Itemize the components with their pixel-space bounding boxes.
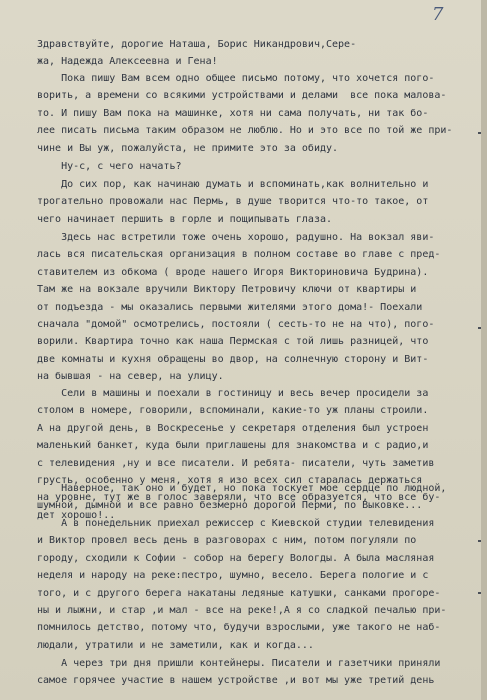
paragraph-6: Наверное, так оно и будет, но пока тоскует мое сердце по людной, шумной, дымной и все равно безмерно дорогой Перми, по Выковке... [37,483,447,512]
paragraph-3: До сих пор, как начинаю думать и вспоминать,как волнительно и трогательно провожали нас Пермь, в душе творится что-то такое, от чего начинает першить в горле и пощипывать глаза. [37,179,429,225]
paragraph-4: Здесь нас встретили тоже очень хорошо, радушно. На вокзал яви- лась вся писательская организация в полном составе во главе с пред- ставителем из обкома ( вроде нашего Игоря Викториновича Будрина). Там же на вокзале вручили Виктору Петровичу ключи от квартиры и от подъезда - мы оказались первыми жителями этого дома!- Поехали сначала "домой" осмотрелись, постояли ( сесть-то не на что), пого- ворили. Квартира точно как наша Пермская с той лишь разницей, что две комнаты и кухня обращены во двор, на солнечную сторону и Вит- на бывшая - на север, на улицу. [37,232,441,383]
paragraph-1: Пока пишу Вам всем одно общее письмо потому, что хочется пого- ворить, а времени со всякими устройствами и делами все пока малова- то. И пишу Вам пока на машинке, хотя ни сама получать, ни так бо- лее писать письма таким образом не люблю. Но и это все по той же при- чине и Вы уж, пожалуйста, не примите это за обиду. [37,73,453,154]
page-number: 7 [432,4,445,25]
paragraph-7: А в понедельник приехал режиссер с Киевской студии телевидения и Виктор провел весь день в разговорах с ним, потом погуляли по городу, сходили к Софии - собор на берегу Вологды. А была масляная неделя и народу на реке:пестро, шумно, весело. Берега пологие и с того, и с другого берега накатаны ледяные катушки, санками прогоре- ны и лыжни, и стар ,и мал - все на реке!,А я со сладкой печалью при- помнилось детство, потому что, будучи взрослыми, уже такого не наб- людали, утратили и не заметили, как и когда... [37,518,447,651]
page-edge [481,0,487,700]
paragraph-8: А через три дня пришли контейнеры. Писатели и газетчики приняли самое горячее участие в нашем устройстве ,и вот мы уже третий день [37,658,441,687]
paragraph-5: Сели в машины и поехали в гостиницу и весь вечер просидели за столом в номере, говорили, вспоминали, какие-то уж планы строили. А на другой день, в Воскресенье у секретаря отделения был устроен маленький банкет, куда были приглашены для знакомства и с радио,и с телевидения ,ну и все писатели. И ребята- писатели, чуть заметив грусть, особенно у меня, хотя я изо всех сил старалась держаться на уровне, тут же в голос заверяли, что все образуется, что все бу- дет хорошо!.. [37,388,441,521]
greeting: Здравствуйте, дорогие Наташа, Борис Никандрович,Сере- жа, Надежда Алексеевна и Гена! [37,39,357,67]
paragraph-2: Ну-с, с чего начать? [37,161,182,172]
